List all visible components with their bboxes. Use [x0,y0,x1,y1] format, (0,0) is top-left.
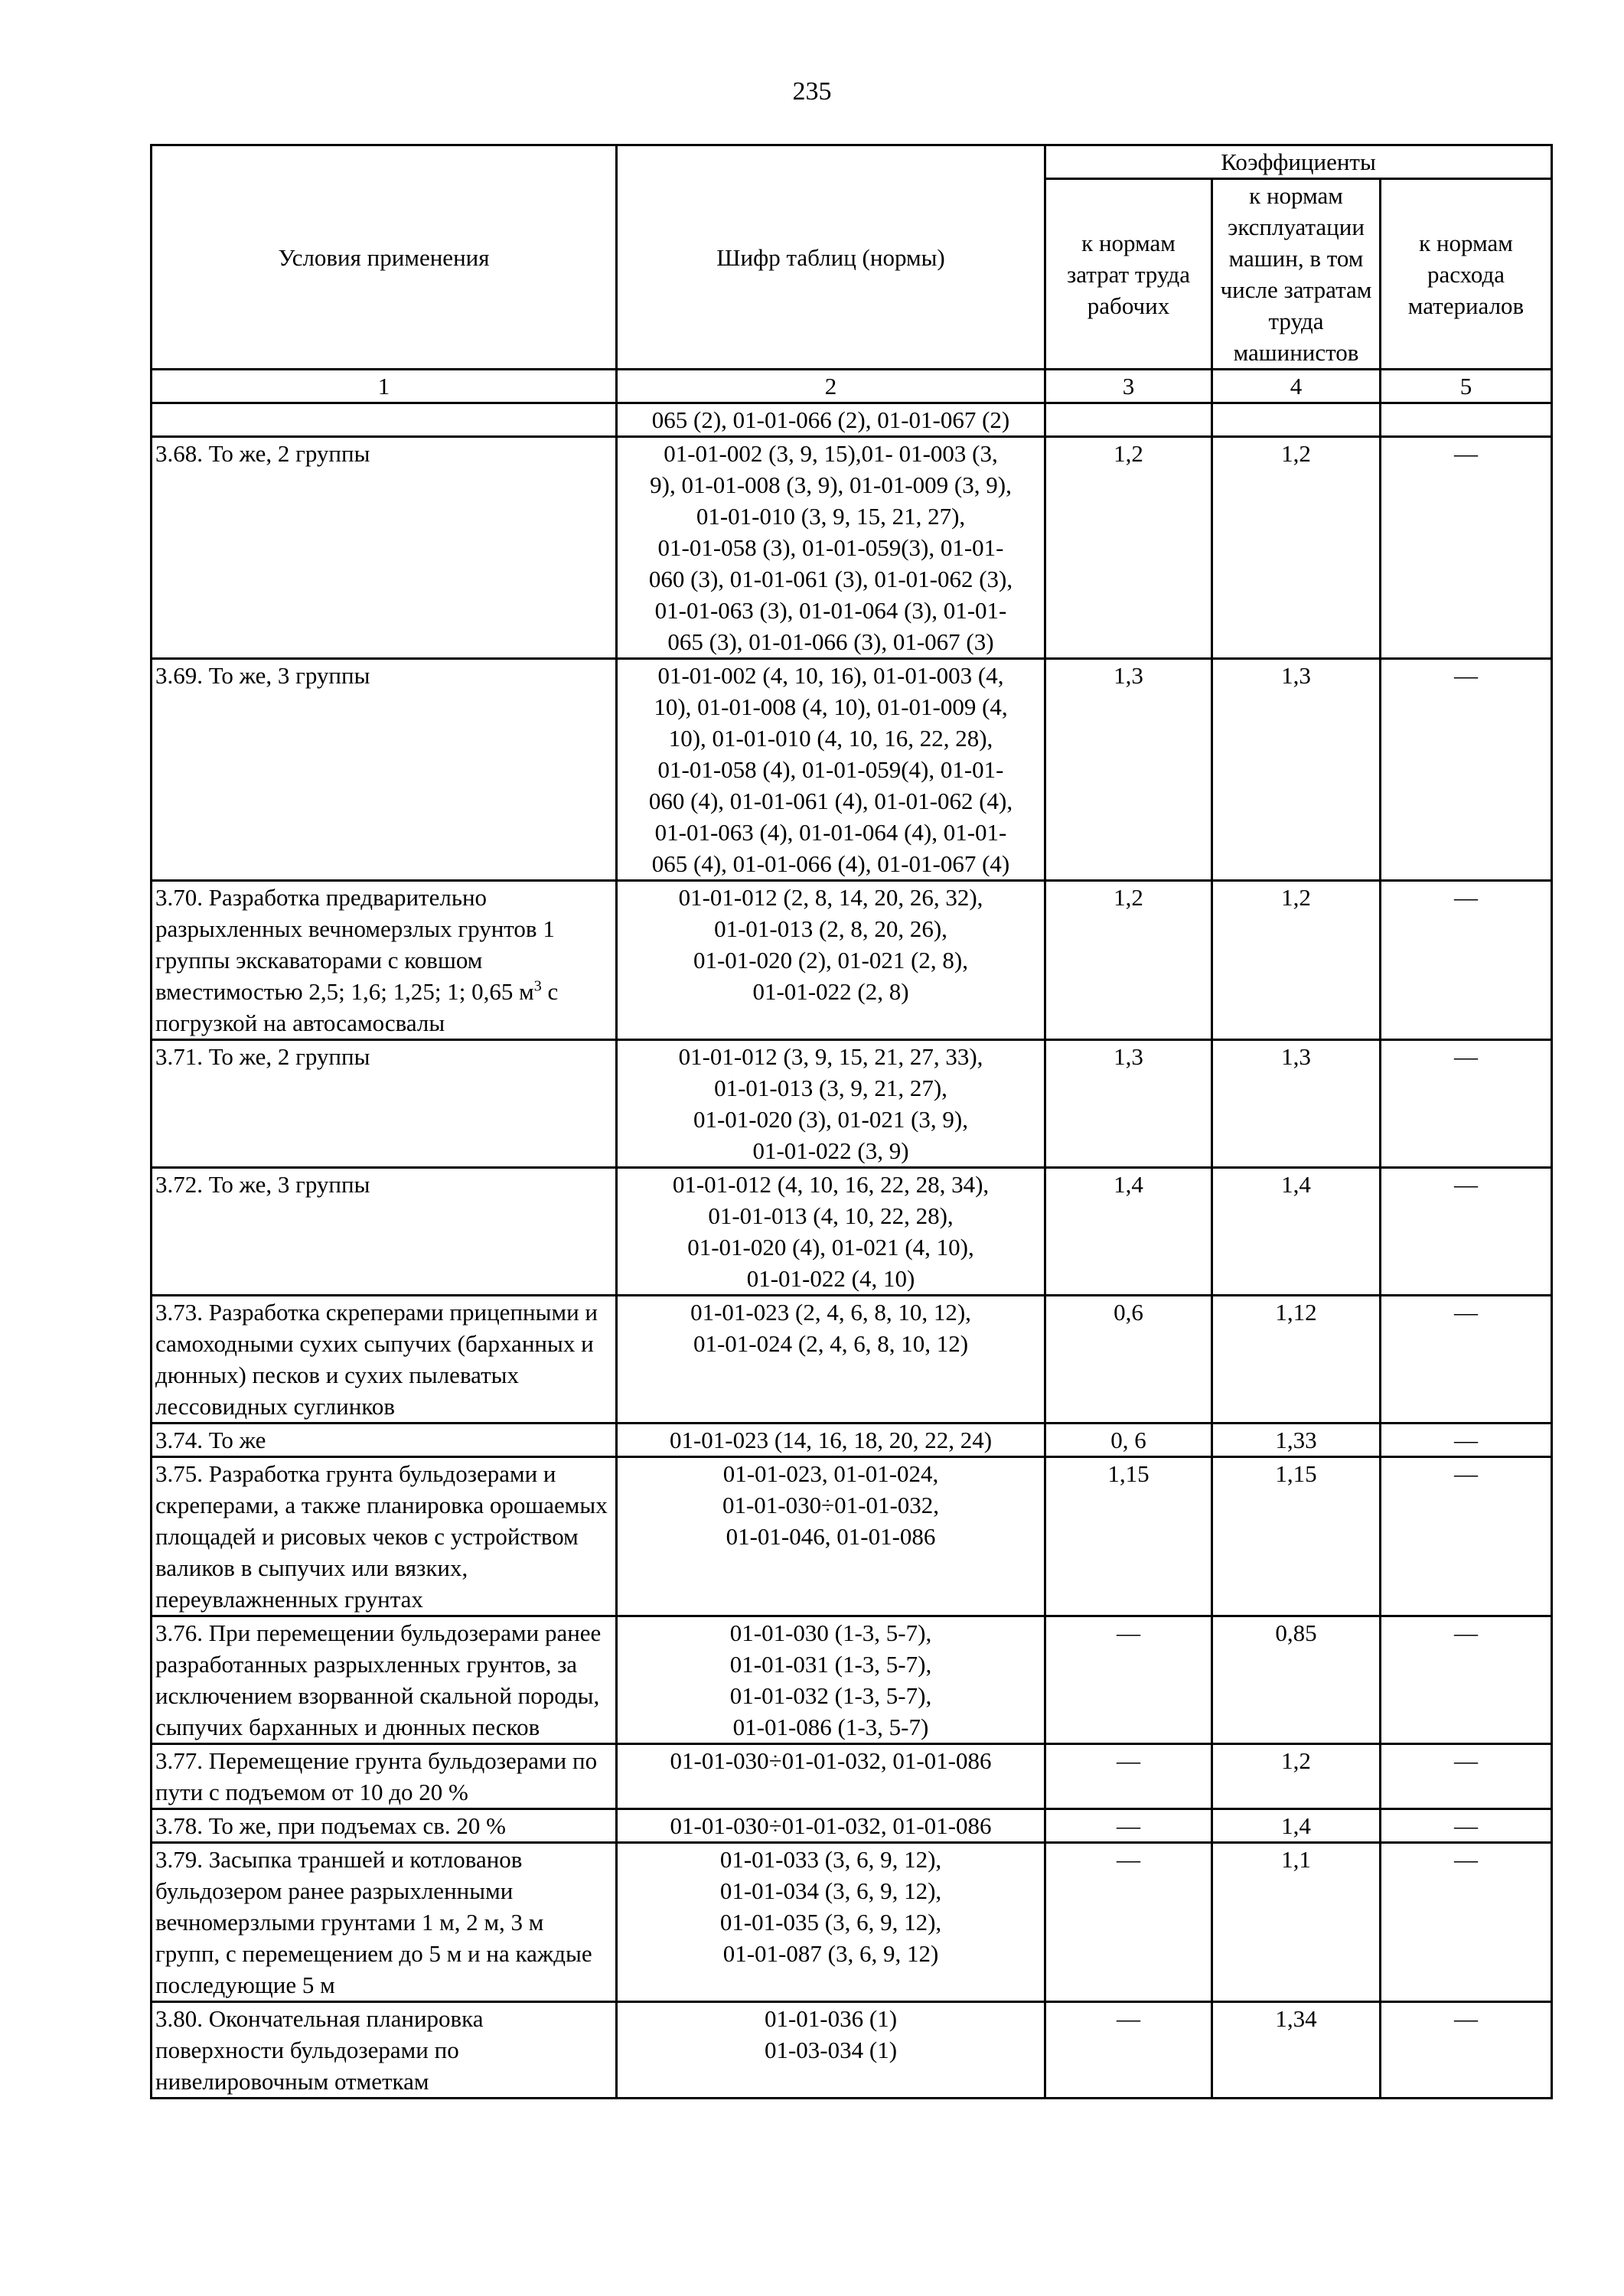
code-line: 01-01-013 (2, 8, 20, 26), [714,915,947,942]
labor-coefficient: 1,3 [1045,1040,1212,1168]
code-line: 01-01-023, 01-01-024, [722,1460,939,1487]
code-line: 01-01-022 (3, 9) [752,1137,909,1164]
header-coefficients: Коэффициенты [1045,145,1552,179]
machines-coefficient: 0,85 [1212,1616,1381,1744]
code-cell [617,1809,1045,1843]
condition-text: 3.69. То же, 3 группы [155,662,370,689]
code-line: 01-01-002 (3, 9, 15),01- 01-003 (3, [664,440,998,467]
labor-coefficient: — [1045,1744,1212,1809]
condition-text: 3.80. Окончательная планировка поверхности бульдозерами по нивелировочным отметкам [155,2005,484,2095]
machines-coefficient: 1,2 [1212,437,1381,659]
condition-text: 3.77. Перемещение грунта бульдозерами по пути с подъемом от 10 до 20 % [155,1747,598,1805]
condition-superscript: 3 [533,977,542,995]
table-row [152,437,1552,659]
condition-cell [152,437,617,659]
table-row [152,1809,1552,1843]
materials-coefficient: — [1381,1809,1552,1843]
condition-text: 3.79. Засыпка траншей и котлованов бульдозером ранее разрыхленными вечномерзлыми грунтами 1 м, 2 м, 3 м групп, с перемещением до 5 м и на каждые последующие 5 м [155,1846,592,1998]
code-line: 01-01-034 (3, 6, 9, 12), [719,1877,942,1904]
code-line: 01-01-030 (1-3, 5-7), [729,1619,932,1646]
code-line: 01-01-022 (4, 10) [746,1265,915,1292]
code-cell [617,1424,1045,1457]
code-cell [617,2002,1045,2099]
machines-coefficient: 1,2 [1212,1744,1381,1809]
column-number: 5 [1381,370,1552,403]
condition-cell [152,1040,617,1168]
materials-coefficient: — [1381,1168,1552,1296]
code-line: 01-01-030÷01-01-032, 01-01-086 [670,1812,992,1839]
code-line: 01-01-086 (1-3, 5-7) [732,1714,929,1740]
labor-coefficient: 1,3 [1045,659,1212,881]
column-number: 2 [617,370,1045,403]
code-line: 01-01-030÷01-01-032, 01-01-086 [670,1747,992,1774]
table-row [152,1424,1552,1457]
condition-cell [152,1424,617,1457]
code-line: 01-01-063 (4), 01-01-064 (4), 01-01- [654,819,1007,846]
code-line: 01-01-023 (2, 4, 6, 8, 10, 12), [690,1299,971,1326]
materials-coefficient: — [1381,437,1552,659]
code-line: 01-01-012 (4, 10, 16, 22, 28, 34), [672,1171,990,1198]
machines-coefficient: 1,15 [1212,1457,1381,1616]
condition-cell [152,1168,617,1296]
condition-text: 3.72. То же, 3 группы [155,1171,370,1198]
labor-coefficient: — [1045,1809,1212,1843]
code-cell [617,437,1045,659]
code-line: 01-01-032 (1-3, 5-7), [729,1682,932,1709]
labor-coefficient: — [1045,2002,1212,2099]
table-row [152,1744,1552,1809]
code-line: 01-01-035 (3, 6, 9, 12), [719,1909,942,1936]
condition-cell [152,659,617,881]
header-machines: к нормам эксплуатации машин, в том числе затратам труда машинистов [1212,179,1381,370]
machines-coefficient: 1,3 [1212,659,1381,881]
continuation-row [152,403,1552,437]
code-line: 01-03-034 (1) [764,2037,898,2063]
header-conditions: Условия применения [152,145,617,370]
coefficients-table [150,144,1553,2099]
column-number: 4 [1212,370,1381,403]
condition-cell [152,881,617,1040]
table-row [152,1168,1552,1296]
code-cell [617,1296,1045,1424]
code-line: 01-01-036 (1) [764,2005,898,2032]
materials-coefficient: — [1381,881,1552,1040]
labor-coefficient: — [1045,1843,1212,2002]
table-row [152,659,1552,881]
condition-text: 3.75. Разработка грунта бульдозерами и скреперами, а также планировка орошаемых площадей и рисовых чеков с устройством валиков в сыпучих или вязких, переувлажненных грунтах [155,1460,608,1613]
table-row [152,2002,1552,2099]
table-row [152,1296,1552,1424]
code-cell [617,1168,1045,1296]
machines-coefficient: 1,12 [1212,1296,1381,1424]
code-line: 01-01-031 (1-3, 5-7), [729,1651,932,1678]
materials-coefficient: — [1381,2002,1552,2099]
materials-coefficient: — [1381,1424,1552,1457]
materials-coefficient: — [1381,1040,1552,1168]
code-line: 065 (3), 01-01-066 (3), 01-067 (3) [667,628,994,655]
labor-coefficient: 1,15 [1045,1457,1212,1616]
machines-coefficient: 1,4 [1212,1168,1381,1296]
condition-cell [152,1616,617,1744]
materials-coefficient: — [1381,1457,1552,1616]
condition-text: 3.78. То же, при подъемах св. 20 % [155,1812,506,1839]
code-line: 10), 01-01-010 (4, 10, 16, 22, 28), [668,725,993,752]
machines-coefficient: 1,2 [1212,881,1381,1040]
condition-cell [152,1809,617,1843]
code-cell [617,1040,1045,1168]
condition-cell [152,2002,617,2099]
condition-cell [152,1457,617,1616]
machines-coefficient: 1,33 [1212,1424,1381,1457]
continuation-condition [152,403,617,437]
code-cell [617,881,1045,1040]
code-line: 01-01-020 (2), 01-021 (2, 8), [693,947,968,974]
labor-coefficient: 1,4 [1045,1168,1212,1296]
machines-coefficient: 1,1 [1212,1843,1381,2002]
condition-text: 3.73. Разработка скреперами прицепными и самоходными сухих сыпучих (барханных и дюнных) песков и сухих пылеватых лессовидных суглинков [155,1299,598,1420]
code-line: 01-01-023 (14, 16, 18, 20, 22, 24) [669,1427,993,1453]
materials-coefficient: — [1381,1616,1552,1744]
condition-text-tail: с погрузкой на автосамосвалы [155,978,559,1036]
condition-text: 3.71. То же, 2 группы [155,1043,370,1070]
code-line: 01-01-002 (4, 10, 16), 01-01-003 (4, [657,662,1004,689]
condition-text: 3.70. Разработка предварительно разрыхленных вечномерзлых грунтов 1 группы экскаваторами с ковшом вместимостью 2,5; 1,6; 1,25; 1; 0,65 м [155,884,555,1005]
code-line: 01-01-010 (3, 9, 15, 21, 27), [696,503,966,530]
code-line: 01-01-033 (3, 6, 9, 12), [719,1846,942,1873]
column-number: 1 [152,370,617,403]
table-row [152,1457,1552,1616]
materials-coefficient: — [1381,1296,1552,1424]
condition-cell [152,1296,617,1424]
table-row [152,1616,1552,1744]
table-row [152,881,1552,1040]
code-cell [617,1457,1045,1616]
materials-coefficient: — [1381,1843,1552,2002]
table-row [152,1040,1552,1168]
condition-text: 3.74. То же [155,1427,266,1453]
condition-cell [152,1843,617,2002]
materials-coefficient: — [1381,1744,1552,1809]
labor-coefficient: 1,2 [1045,881,1212,1040]
page-number: 235 [792,77,832,106]
code-line: 9), 01-01-008 (3, 9), 01-01-009 (3, 9), [650,471,1012,498]
materials-coefficient: — [1381,659,1552,881]
labor-coefficient: 0,6 [1045,1296,1212,1424]
continuation-code: 065 (2), 01-01-066 (2), 01-01-067 (2) [617,403,1045,437]
code-cell [617,1616,1045,1744]
code-line: 01-01-024 (2, 4, 6, 8, 10, 12) [693,1330,969,1357]
code-line: 10), 01-01-008 (4, 10), 01-01-009 (4, [654,693,1008,720]
column-number: 3 [1045,370,1212,403]
code-line: 01-01-087 (3, 6, 9, 12) [722,1940,939,1967]
labor-coefficient: — [1045,1616,1212,1744]
table-row [152,1843,1552,2002]
code-cell [617,1843,1045,2002]
code-line: 01-01-020 (3), 01-021 (3, 9), [693,1106,968,1133]
labor-coefficient: 1,2 [1045,437,1212,659]
code-line: 065 (4), 01-01-066 (4), 01-01-067 (4) [651,850,1010,877]
code-line: 01-01-020 (4), 01-021 (4, 10), [687,1234,974,1261]
code-line: 01-01-030÷01-01-032, [722,1492,940,1518]
machines-coefficient: 1,4 [1212,1809,1381,1843]
machines-coefficient: 1,3 [1212,1040,1381,1168]
code-line: 01-01-012 (3, 9, 15, 21, 27, 33), [678,1043,983,1070]
code-line: 01-01-012 (2, 8, 14, 20, 26, 32), [678,884,983,911]
code-line: 01-01-013 (3, 9, 21, 27), [714,1075,947,1101]
code-cell [617,659,1045,881]
header-labor: к нормам затрат труда рабочих [1045,179,1212,370]
labor-coefficient: 0, 6 [1045,1424,1212,1457]
code-cell [617,1744,1045,1809]
condition-text: 3.68. То же, 2 группы [155,440,370,467]
condition-text: 3.76. При перемещении бульдозерами ранее разработанных разрыхленных грунтов, за исключением взорванной скальной породы, сыпучих барханных и дюнных песков [155,1619,602,1740]
code-line: 060 (3), 01-01-061 (3), 01-01-062 (3), [648,566,1013,592]
code-line: 01-01-022 (2, 8) [752,978,909,1005]
code-line: 060 (4), 01-01-061 (4), 01-01-062 (4), [648,788,1013,814]
condition-cell [152,1744,617,1809]
code-line: 01-01-063 (3), 01-01-064 (3), 01-01- [654,597,1007,624]
code-line: 01-01-013 (4, 10, 22, 28), [708,1202,954,1229]
code-line: 01-01-058 (4), 01-01-059(4), 01-01- [657,756,1004,783]
code-line: 01-01-058 (3), 01-01-059(3), 01-01- [657,534,1004,561]
header-code: Шифр таблиц (нормы) [617,145,1045,370]
code-line: 01-01-046, 01-01-086 [726,1523,936,1550]
header-materials: к нормам расхода материалов [1381,179,1552,370]
machines-coefficient: 1,34 [1212,2002,1381,2099]
column-numbers-row [152,370,1552,403]
